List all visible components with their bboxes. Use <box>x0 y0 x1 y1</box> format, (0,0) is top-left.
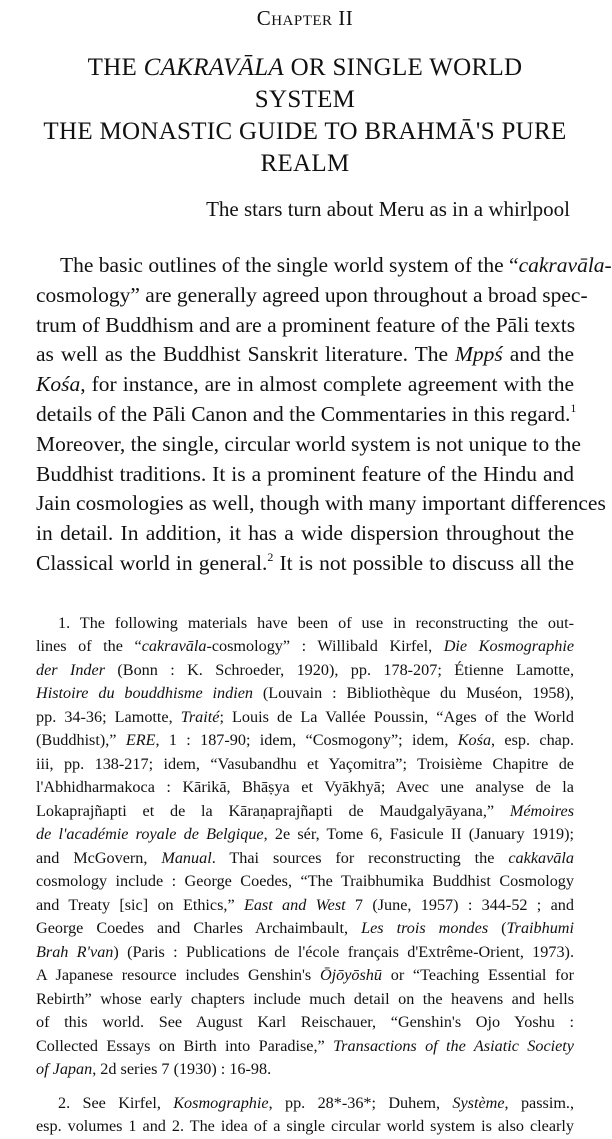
footnote-line: of this world. See August Karl Reischauer, “Genshin's Ojo Yoshu : <box>36 1013 574 1032</box>
epigraph: The stars turn about Meru as in a whirlpool <box>206 197 570 221</box>
footnote-line: George Coedes and Charles Archaimbault, Les trois mondes (Traibhumi <box>36 919 574 938</box>
chapter-label: Chapter II <box>256 6 354 30</box>
footnote-ref: 1 <box>570 400 577 415</box>
body-line: Buddhist traditions. It is a prominent feature of the Hindu and <box>36 461 574 486</box>
footnote-line: 1. The following materials have been of use in reconstructing the out- <box>58 613 574 632</box>
body-line: Moreover, the single, circular world system is not unique to the <box>36 431 581 456</box>
footnote-line: (Buddhist),” ERE, 1 : 187-90; idem, “Cosmogony”; idem, Kośa, esp. chap. <box>36 731 574 750</box>
footnote-line: 2. See Kirfel, Kosmographie, pp. 28*-36*; Duhem, Système, passim., <box>58 1093 574 1112</box>
footnote-line: Histoire du bouddhisme indien (Louvain : Bibliothèque du Muséon, 1958), <box>36 684 575 703</box>
footnote-line: Brah R'van) (Paris : Publications de l'école français d'Extrême-Orient, 1973). <box>36 942 574 961</box>
chapter-title <box>36 52 574 180</box>
footnote-line: esp. volumes 1 and 2. The idea of a single circular world system is also clearly <box>36 1117 574 1136</box>
footnotes <box>36 612 574 1139</box>
footnote-line: Collected Essays on Birth into Paradise,” Transactions of the Asiatic Society <box>36 1036 574 1055</box>
title-line-2: THE MONASTIC GUIDE TO BRAHMĀ'S PURE REALM <box>43 118 567 177</box>
footnote-line: and Treaty [sic] on Ethics,” East and West 7 (June, 1957) : 344-52 ; and <box>36 895 574 914</box>
footnote-line: Rebirth” whose early chapters include much detail on the heavens and hells <box>36 989 574 1008</box>
body-line: cosmology” are generally agreed upon throughout a broad spec- <box>36 282 588 307</box>
title-line-1: THE CAKRAVĀLA OR SINGLE WORLD SYSTEM <box>87 54 523 113</box>
footnote-line: pp. 34-36; Lamotte, Traité; Louis de La Vallée Poussin, “Ages of the World <box>36 707 574 726</box>
footnote-line: de l'académie royale de Belgique, 2e sér, Tome 6, Fasicule II (January 1919); <box>36 825 575 844</box>
body-paragraph <box>36 251 612 579</box>
title-italic-term: CAKRAVĀLA <box>143 54 285 81</box>
footnote-2 <box>36 1092 574 1139</box>
footnote-line: l'Abhidharmakoca : Kārikā, Bhāṣya et Vyākhyā; Avec une analyse de la <box>36 778 574 797</box>
body-line: in detail. In addition, it has a wide dispersion throughout the <box>36 521 574 546</box>
body-line: trum of Buddhism and are a prominent feature of the Pāli texts <box>36 312 576 337</box>
body-line: Classical world in general.$^2$ It is not possible to discuss all the <box>36 549 574 575</box>
footnote-ref: 2 <box>267 549 274 564</box>
footnote-line: Lokaprajñapti et de la Kāraṇaprajñapti de Maudgalyāyana,” Mémoires <box>36 801 574 820</box>
body-line: details of the Pāli Canon and the Commentaries in this regard.$^1$ <box>36 400 577 426</box>
footnote-line: and McGovern, Manual. Thai sources for reconstructing the cakkavāla <box>36 848 574 867</box>
body-line: The basic outlines of the single world system of the “cakravāla- <box>60 253 612 277</box>
footnote-line: lines of the “cakravāla-cosmology” : Willibald Kirfel, Die Kosmographie <box>36 637 575 656</box>
body-line: as well as the Buddhist Sanskrit literature. The Mppś and the <box>36 342 575 367</box>
footnote-line: A Japanese resource includes Genshin's Ōjōyōshū or “Teaching Essential for <box>36 966 574 985</box>
body-line: Jain cosmologies as well, though with many important differences <box>36 491 606 516</box>
footnote-line: of Japan, 2d series 7 (1930) : 16-98. <box>36 1060 272 1079</box>
footnote-1 <box>36 612 574 1082</box>
footnote-line: iii, pp. 138-217; idem, “Vasubandhu et Yaçomitra”; Troisième Chapitre de <box>36 754 574 773</box>
footnote-line: der Inder (Bonn : K. Schroeder, 1920), pp. 178-207; Étienne Lamotte, <box>36 660 574 679</box>
body-line: Kośa, for instance, are in almost complete agreement with the <box>36 372 574 397</box>
footnote-line: cosmology include : George Coedes, “The Traibhumika Buddhist Cosmology <box>36 872 574 891</box>
